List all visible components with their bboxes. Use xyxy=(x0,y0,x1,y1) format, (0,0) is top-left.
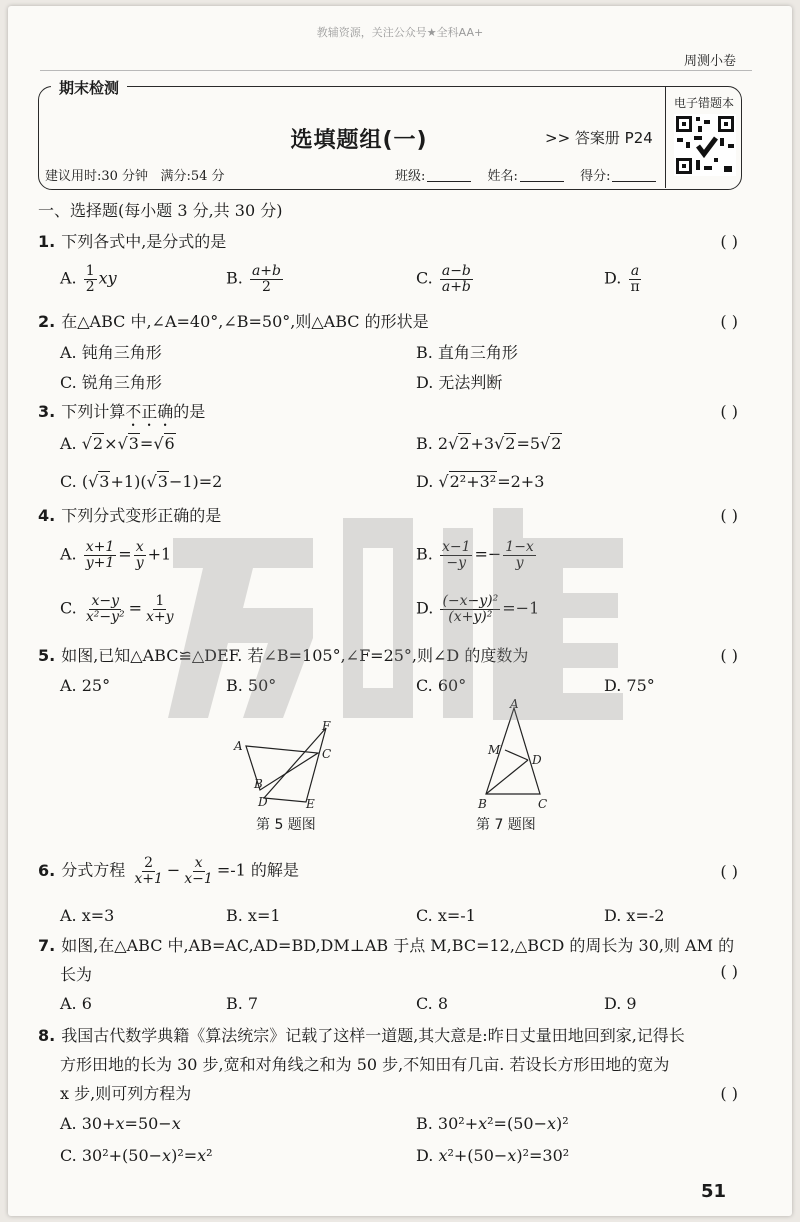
points-label: 得分: xyxy=(580,169,611,184)
section-heading: 一、选择题(每小题 3 分,共 30 分) xyxy=(38,201,283,220)
label-a: A xyxy=(234,739,243,753)
answer-paren-1[interactable]: ( ) xyxy=(720,232,738,251)
option-8b[interactable]: B. 30²+x²=(50−x)² xyxy=(416,1114,569,1133)
figure-7-caption: 第 7 题图 xyxy=(476,817,536,833)
option-2c[interactable]: C. 锐角三角形 xyxy=(60,373,162,392)
option-4a[interactable]: A. $\frac{x+1}{y+1}$ = $\frac{x}{y}$ +1 xyxy=(60,539,172,571)
exam-header xyxy=(38,79,742,190)
answer-paren-6[interactable]: ( ) xyxy=(720,862,738,881)
class-label: 班级: xyxy=(395,169,426,184)
qr-code-icon[interactable] xyxy=(674,114,736,176)
label-d: D xyxy=(532,753,542,767)
name-field[interactable] xyxy=(520,169,564,182)
question-3: 3. 下列计算不正确的是 xyxy=(38,402,206,421)
option-7d[interactable]: D. 9 xyxy=(604,994,637,1013)
label-c: C xyxy=(322,747,332,761)
option-6a[interactable]: A. x=3 xyxy=(60,906,115,925)
option-4b[interactable]: B. $\frac{x-1}{-y}$ =− $\frac{1-x}{y}$ xyxy=(416,539,534,571)
question-text-cont: 方形田地的长为 30 步,宽和对角线之和为 50 步,不知田有几亩. 若设长方形田地的宽为 xyxy=(60,1054,670,1074)
question-text: 下列分式变形正确的是 xyxy=(61,506,222,525)
option-1a[interactable]: A. $\frac{1}{2}$ xy xyxy=(60,263,117,295)
option-5b[interactable]: B. 50° xyxy=(226,676,277,695)
option-1c[interactable]: C. $\frac{a-b}{a+b}$ xyxy=(416,263,471,295)
exam-tag: 期末检测 xyxy=(51,77,127,98)
option-1b[interactable]: B. $\frac{a+b}{2}$ xyxy=(226,263,281,295)
emphasis-text: 不正确 xyxy=(125,402,174,421)
answer-paren-7[interactable]: ( ) xyxy=(720,962,738,981)
option-5c[interactable]: C. 60° xyxy=(416,676,467,695)
student-info-line xyxy=(395,165,668,184)
question-text-cont2: x 步,则可列方程为 xyxy=(60,1083,192,1103)
label-f: F xyxy=(322,719,331,733)
option-3c[interactable]: C. (√3+1)(√3−1)=2 xyxy=(60,472,223,491)
option-8c[interactable]: C. 30²+(50−x)²=x² xyxy=(60,1146,213,1165)
option-3d[interactable]: D. √2²+3²=2+3 xyxy=(416,472,545,491)
qr-label: 电子错题本 xyxy=(673,96,734,110)
question-4: 4. 下列分式变形正确的是 xyxy=(38,506,222,525)
label-c: C xyxy=(538,797,548,810)
option-2d[interactable]: D. 无法判断 xyxy=(416,373,503,392)
label-b: B xyxy=(254,777,263,791)
top-note: 教辅资源，关注公众号★全科AA+ xyxy=(316,26,484,39)
segment-bd xyxy=(486,760,528,794)
page-title: 选填题组(一) xyxy=(290,128,428,153)
label-d: D xyxy=(258,795,268,808)
answer-paren-3[interactable]: ( ) xyxy=(720,402,738,421)
question-1 xyxy=(38,228,226,257)
option-5d[interactable]: D. 75° xyxy=(604,676,655,695)
question-text: 如图,在△ABC 中,AB=AC,AD=BD,DM⊥AB 于点 M,BC=12,△BCD 的周长为 30,则 AM 的 xyxy=(61,936,735,955)
segment-dm xyxy=(505,750,528,760)
option-6d[interactable]: D. x=-2 xyxy=(604,906,665,925)
answer-paren-4[interactable]: ( ) xyxy=(720,506,738,525)
label-b: B xyxy=(478,797,487,810)
question-6: 6. 分式方程 $\frac{2}{x+1}$ − $\frac{x}{x-1}$ =-1 的解是 xyxy=(38,855,299,887)
label-e: E xyxy=(306,797,315,808)
option-4c[interactable]: C. $\frac{x-y}{\text{x²−y²}}$ = $\frac{1}{x+y}$ xyxy=(60,593,174,625)
triangle-def xyxy=(264,728,326,802)
option-2b[interactable]: B. 直角三角形 xyxy=(416,343,518,362)
option-7a[interactable]: A. 6 xyxy=(60,994,92,1013)
question-8: 8. 我国古代数学典籍《算法统宗》记载了这样一道题,其大意是:昨日丈量田地回到家,记得长 方形田地的长为 30 步,宽和对角线之和为 50 步,不知田有几亩. 若设长方形田地的宽为 x 步,则可列方程为 xyxy=(38,1026,685,1103)
option-3a[interactable]: A. √2×√3=√6 xyxy=(60,434,175,453)
figure-5-caption: 第 5 题图 xyxy=(256,817,316,833)
option-8a[interactable]: A. 30+x=50−x xyxy=(60,1114,181,1133)
option-6c[interactable]: C. x=-1 xyxy=(416,906,476,925)
option-8d[interactable]: D. x²+(50−x)²=30² xyxy=(416,1146,570,1165)
question-7: 7. 如图,在△ABC 中,AB=AC,AD=BD,DM⊥AB 于点 M,BC=12,△BCD 的周长为 30,则 AM 的 长为 xyxy=(38,936,735,984)
top-rule xyxy=(40,70,752,71)
option-1d[interactable]: D. $\frac{a}{\pi}$ xyxy=(604,263,640,295)
question-5: 5. 如图,已知△ABC≌△DEF. 若∠B=105°,∠F=25°,则∠D 的度数为 xyxy=(38,646,529,665)
figure-7 xyxy=(468,698,568,810)
option-7c[interactable]: C. 8 xyxy=(416,994,449,1013)
name-label: 姓名: xyxy=(487,169,518,184)
option-4d[interactable]: D. $\frac{\text{(−x−y)²}}{\text{(x+y)²}}$ =−1 xyxy=(416,593,540,625)
suggested-time: 建议用时:30 分钟 xyxy=(45,169,149,184)
label-m: M xyxy=(488,743,501,757)
question-text: 下列各式中,是分式的是 xyxy=(61,232,227,251)
time-score-line xyxy=(45,165,225,184)
full-score: 满分:54 分 xyxy=(160,169,225,184)
label-a: A xyxy=(510,698,519,711)
qr-panel xyxy=(665,86,742,188)
answer-reference: >> 答案册 P24 xyxy=(545,129,653,147)
option-2a[interactable]: A. 钝角三角形 xyxy=(60,343,162,362)
option-5a[interactable]: A. 25° xyxy=(60,676,111,695)
answer-paren-5[interactable]: ( ) xyxy=(720,646,738,665)
question-text: 在△ABC 中,∠A=40°,∠B=50°,则△ABC 的形状是 xyxy=(61,312,429,331)
question-text: 我国古代数学典籍《算法统宗》记载了这样一道题,其大意是:昨日丈量田地回到家,记得长 xyxy=(61,1026,685,1045)
answer-paren-2[interactable]: ( ) xyxy=(720,312,738,331)
option-3b[interactable]: B. 2√2+3√2=5√2 xyxy=(416,434,562,453)
question-text-cont: 长为 xyxy=(60,964,93,984)
page-number: 51 xyxy=(700,1181,726,1202)
question-number: 1. xyxy=(38,232,56,251)
question-2: 2. 在△ABC 中,∠A=40°,∠B=50°,则△ABC 的形状是 xyxy=(38,312,429,331)
question-text: 如图,已知△ABC≌△DEF. 若∠B=105°,∠F=25°,则∠D 的度数为 xyxy=(61,646,529,665)
figure-5 xyxy=(228,718,348,808)
option-7b[interactable]: B. 7 xyxy=(226,994,259,1013)
option-6b[interactable]: B. x=1 xyxy=(226,906,281,925)
points-field[interactable] xyxy=(612,169,656,182)
exam-page xyxy=(8,6,792,1216)
answer-paren-8[interactable]: ( ) xyxy=(720,1084,738,1103)
class-field[interactable] xyxy=(427,169,471,182)
series-label: 周测小卷 xyxy=(683,54,736,69)
